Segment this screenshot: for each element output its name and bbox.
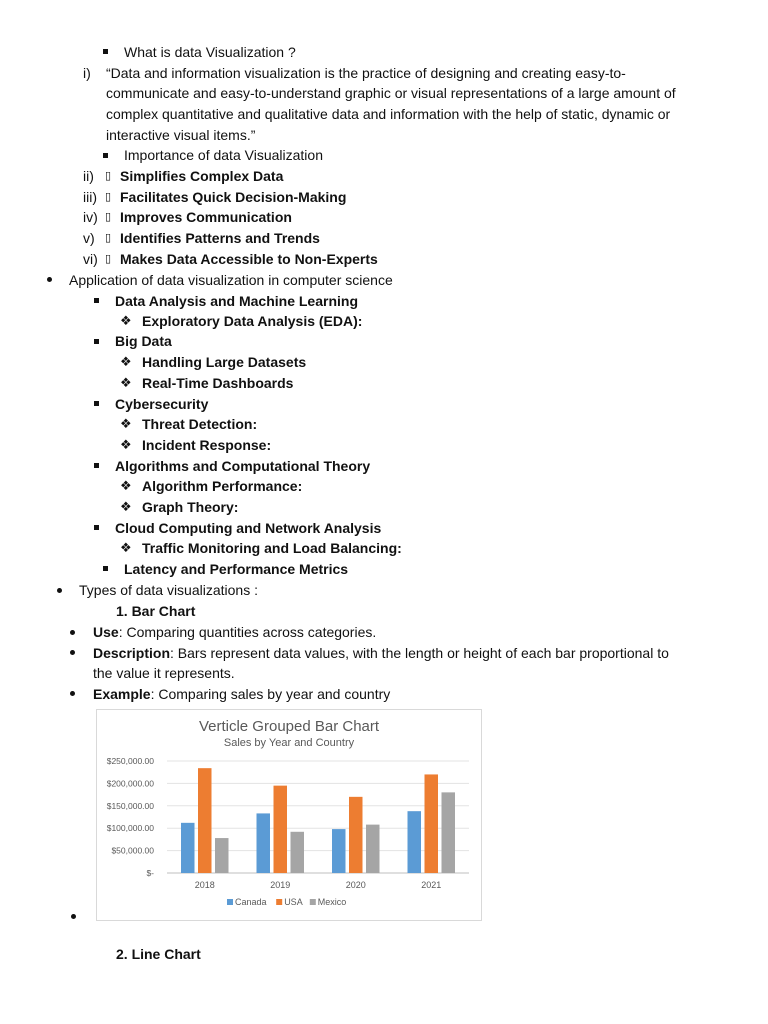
diamond-bullet-icon: ❖: [120, 540, 132, 555]
bullet-dot: [70, 691, 75, 696]
bar-mexico-2021: [442, 792, 456, 873]
application-section-title: Cloud Computing and Network Analysis: [115, 520, 382, 536]
bullet-square: [94, 525, 99, 530]
importance-text: Makes Data Accessible to Non-Experts: [120, 251, 378, 267]
application-subitem: Real-Time Dashboards: [142, 375, 294, 391]
list-number: vi): [83, 251, 98, 267]
application-subitem: Exploratory Data Analysis (EDA):: [142, 313, 363, 329]
diamond-bullet-icon: ❖: [120, 499, 132, 514]
y-tick-label: $150,000.00: [106, 800, 154, 811]
missing-glyph-icon: ▯: [105, 170, 112, 182]
bullet-dot: [47, 277, 52, 282]
x-tick-label: 2020: [345, 880, 366, 890]
definition-line: complex quantitative and qualitative data and information with the help of static, dynamic or: [106, 106, 671, 122]
example-line: [93, 684, 390, 704]
bullet-square: [94, 463, 99, 468]
diamond-bullet-icon: ❖: [120, 478, 132, 493]
example-text: : Comparing sales by year and country: [150, 686, 391, 702]
applications-heading: Application of data visualization in computer science: [69, 272, 393, 288]
y-tick-label: $-: [146, 868, 154, 878]
legend-label: USA: [284, 897, 303, 907]
bar-usa-2018: [198, 768, 212, 873]
definition-line: interactive visual items.”: [106, 127, 256, 143]
types-heading: Types of data visualizations :: [79, 582, 258, 598]
legend-label: Mexico: [317, 897, 347, 907]
bar-canada-2018: [181, 823, 195, 873]
importance-heading: Importance of data Visualization: [124, 147, 323, 163]
application-section-title: Big Data: [115, 333, 172, 349]
y-tick-label: $250,000.00: [106, 756, 154, 766]
description-line: [93, 643, 669, 663]
bullet-dot: [70, 630, 75, 635]
bullet-square: [103, 49, 108, 54]
list-number: i): [83, 65, 91, 81]
application-subitem: Traffic Monitoring and Load Balancing:: [142, 540, 402, 556]
legend-swatch-mexico: [310, 899, 316, 905]
list-number: v): [83, 230, 95, 246]
bar-mexico-2019: [291, 832, 305, 873]
missing-glyph-icon: ▯: [105, 232, 112, 244]
importance-text: Facilitates Quick Decision-Making: [120, 189, 347, 205]
legend-label: Canada: [235, 897, 267, 907]
definition-line: “Data and information visualization is the practice of designing and creating easy-to-: [106, 65, 626, 81]
what-is-heading: What is data Visualization ?: [124, 44, 296, 60]
application-subitem: Graph Theory:: [142, 499, 239, 515]
diamond-bullet-icon: ❖: [120, 437, 132, 452]
y-tick-label: $100,000.00: [106, 823, 154, 834]
diamond-bullet-icon: ❖: [120, 313, 132, 328]
importance-text: Improves Communication: [120, 209, 292, 225]
missing-glyph-icon: ▯: [105, 253, 112, 265]
definition-line: communicate and easy-to-understand graphic or visual representations of a large amount of: [106, 85, 676, 101]
application-section-title: Data Analysis and Machine Learning: [115, 293, 358, 309]
chart-subtitle: Sales by Year and Country: [223, 737, 355, 749]
bullet-dot: [57, 588, 62, 593]
description-line-continued: the value it represents.: [93, 665, 235, 681]
y-tick-label: $50,000.00: [111, 845, 154, 856]
x-tick-label: 2019: [270, 880, 291, 890]
y-tick-label: $200,000.00: [106, 778, 154, 789]
example-label: Example: [93, 686, 151, 702]
bar-canada-2020: [332, 829, 346, 873]
bar-chart-heading: 1. Bar Chart: [116, 603, 196, 619]
list-number: iii): [83, 189, 97, 205]
application-section-title: Cybersecurity: [115, 396, 209, 412]
importance-text: Identifies Patterns and Trends: [120, 230, 320, 246]
description-label: Description: [93, 645, 171, 661]
application-subitem: Algorithm Performance:: [142, 478, 303, 494]
bar-usa-2019: [274, 786, 288, 873]
x-tick-label: 2021: [421, 880, 442, 890]
diamond-bullet-icon: ❖: [120, 354, 132, 369]
diamond-bullet-icon: ❖: [120, 416, 132, 431]
bar-mexico-2018: [215, 838, 229, 873]
bar-canada-2021: [408, 811, 422, 873]
use-text: : Comparing quantities across categories.: [118, 624, 377, 640]
diamond-bullet-icon: ❖: [120, 375, 132, 390]
bar-usa-2021: [425, 774, 439, 873]
bullet-square: [94, 298, 99, 303]
bar-canada-2019: [257, 813, 271, 873]
chart-title: Verticle Grouped Bar Chart: [198, 718, 380, 735]
legend-swatch-canada: [227, 899, 233, 905]
latency-item: Latency and Performance Metrics: [124, 561, 349, 577]
legend-swatch-usa: [276, 899, 282, 905]
bullet-square: [103, 153, 108, 158]
description-text: : Bars represent data values, with the length or height of each bar proportional to: [170, 645, 669, 661]
missing-glyph-icon: ▯: [105, 191, 112, 203]
list-number: ii): [83, 168, 94, 184]
application-subitem: Threat Detection:: [142, 416, 258, 432]
application-section-title: Algorithms and Computational Theory: [115, 458, 371, 474]
bar-mexico-2020: [366, 825, 380, 873]
use-label: Use: [93, 624, 119, 640]
bullet-square: [94, 339, 99, 344]
bullet-dot: [71, 914, 76, 919]
line-chart-heading: 2. Line Chart: [116, 946, 201, 962]
list-number: iv): [83, 209, 98, 225]
bullet-square: [94, 401, 99, 406]
missing-glyph-icon: ▯: [105, 211, 112, 223]
bar-chart: [96, 709, 482, 921]
x-tick-label: 2018: [194, 880, 215, 890]
use-line: [93, 622, 376, 642]
bar-chart-svg: [97, 710, 481, 920]
application-subitem: Handling Large Datasets: [142, 354, 307, 370]
application-subitem: Incident Response:: [142, 437, 272, 453]
bar-usa-2020: [349, 797, 363, 873]
importance-text: Simplifies Complex Data: [120, 168, 284, 184]
bullet-square: [103, 566, 108, 571]
bullet-dot: [70, 650, 75, 655]
